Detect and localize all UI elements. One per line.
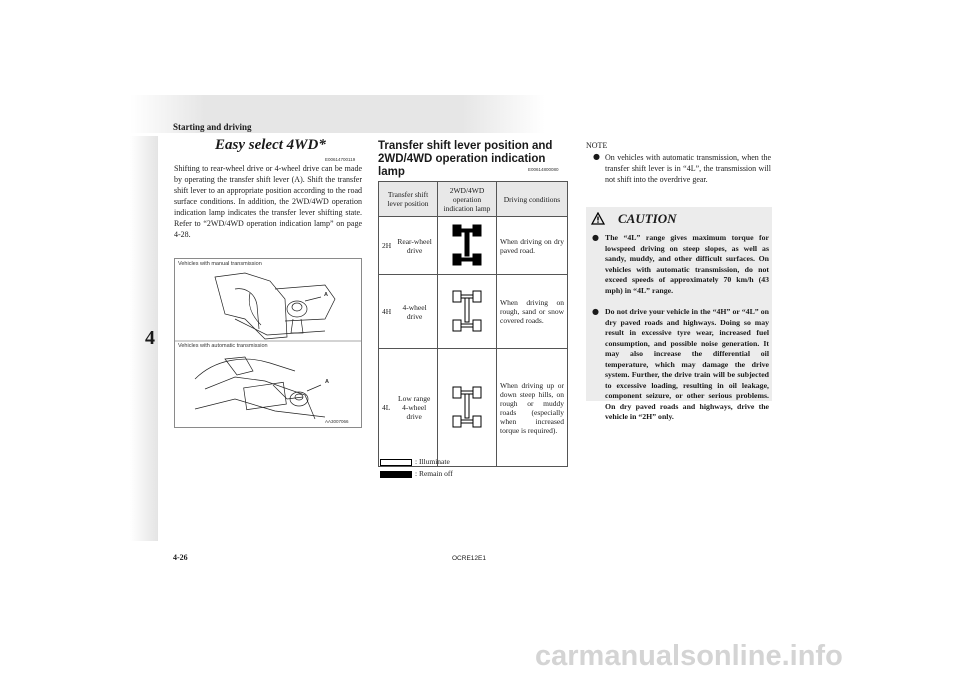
- row-cell-mode-4h: [379, 275, 438, 349]
- drive-mode: Low range 4-wheel drive: [398, 394, 431, 421]
- column-header: Transfer shift lever position: [379, 182, 438, 217]
- drive-mode: 4-wheel drive: [402, 302, 427, 321]
- caution-title: CAUTION: [618, 211, 677, 226]
- callout-a-automatic: A: [325, 379, 329, 385]
- caution-item-2: Do not drive your vehicle in the “4H” or “4L” on dry paved roads and highways. Doing so may result in excessive tyre wear, increased fuel consumption, and possible noise generation. It may also increase the differential oil temperature, which may damage the drive system. Further, the drive train will be subjected to excessive loading, resulting in oil leakage, component seizure, or other serious problems. On dry paved roads and highways, drive the vehicle in “2H” only.: [605, 307, 769, 421]
- indicator-lamp-4l: [438, 349, 497, 467]
- driving-condition: When driving on dry paved road.: [497, 217, 568, 275]
- table-header-row: [379, 182, 568, 217]
- table-row: [379, 275, 568, 349]
- easy-select-code: E00614700119: [325, 157, 356, 162]
- watermark: carmanualsonline.info: [535, 640, 843, 672]
- drivetrain-icon-4l: [449, 385, 485, 429]
- warning-triangle-icon: [591, 212, 605, 225]
- driving-condition: When driving on rough, sand or snow covered roads.: [497, 275, 568, 349]
- indicator-lamp-4h: [438, 275, 497, 349]
- figure-label-automatic: Vehicles with automatic transmission: [178, 343, 268, 349]
- figure-label-manual: Vehicles with manual transmission: [178, 261, 262, 267]
- table-row: [379, 217, 568, 275]
- lever-table: [378, 181, 568, 467]
- column-header: 2WD/4WD operation indication lamp: [438, 182, 497, 217]
- transfer-lever-figure: [174, 258, 362, 428]
- table-row: [379, 349, 568, 467]
- note-text: On vehicles with automatic transmission, when the transfer shift lever is in “4L”, the transmission will not shift into the overdrive gear.: [605, 153, 771, 184]
- caution-item-1: The “4L” range gives maximum torque for lowspeed driving on steep slopes, as well as sandy, muddy, and other difficult surfaces. On vehicles with automatic transmission, do not exceed speeds of approximately 70 km/h (43 mph) in “4L” range.: [605, 233, 769, 295]
- chapter-number: 4: [145, 327, 155, 349]
- row-cell-mode-4l: [379, 349, 438, 467]
- legend-illuminate: [380, 457, 450, 466]
- legend-swatch-filled: [380, 471, 412, 478]
- document-code: OCRE12E1: [452, 555, 486, 562]
- legend-remain-off-text: : Remain off: [415, 469, 453, 478]
- page-number: 4-26: [173, 553, 188, 562]
- easy-select-body: Shifting to rear-wheel drive or 4-wheel drive can be made by operating the transfer shift lever (A). Shift the transfer shift lever to an appropriate position according to the road surface conditions. In addition, the 2WD/4WD operation indication lamp indicates the transfer lever shifting state. Refer to “2WD/4WD operation indication lamp” on page 4-28.: [174, 164, 362, 239]
- bullet-icon: ●: [593, 152, 600, 161]
- indicator-lamp-2h: [438, 217, 497, 275]
- lever-section-code: E00614800080: [528, 167, 559, 172]
- legend-swatch-outline: [380, 459, 412, 466]
- position-code: 2H: [382, 241, 392, 250]
- figure-code: AA3007066: [325, 419, 349, 424]
- driving-condition: When driving up or down steep hills, on rough or muddy roads (especially when increased torque is required).: [497, 349, 568, 467]
- drivetrain-icon-2h: [449, 223, 485, 267]
- bullet-icon: ●: [592, 307, 599, 316]
- legend-remain-off: [380, 469, 453, 478]
- drive-mode: Rear-wheel drive: [397, 236, 432, 255]
- legend-illuminate-text: : Illuminate: [415, 457, 450, 466]
- easy-select-title: Easy select 4WD*: [215, 137, 326, 153]
- column-header: Driving conditions: [497, 182, 568, 217]
- note-heading: NOTE: [586, 141, 608, 150]
- callout-a-manual: A: [324, 292, 328, 298]
- position-code: 4H: [382, 307, 392, 316]
- lever-section-title: Transfer shift lever position and 2WD/4WD operation indication lamp: [378, 140, 553, 178]
- bullet-icon: ●: [592, 233, 599, 242]
- drivetrain-icon-4h: [449, 289, 485, 333]
- row-cell-mode-2h: [379, 217, 438, 275]
- section-header: Starting and driving: [173, 122, 252, 132]
- position-code: 4L: [382, 403, 391, 412]
